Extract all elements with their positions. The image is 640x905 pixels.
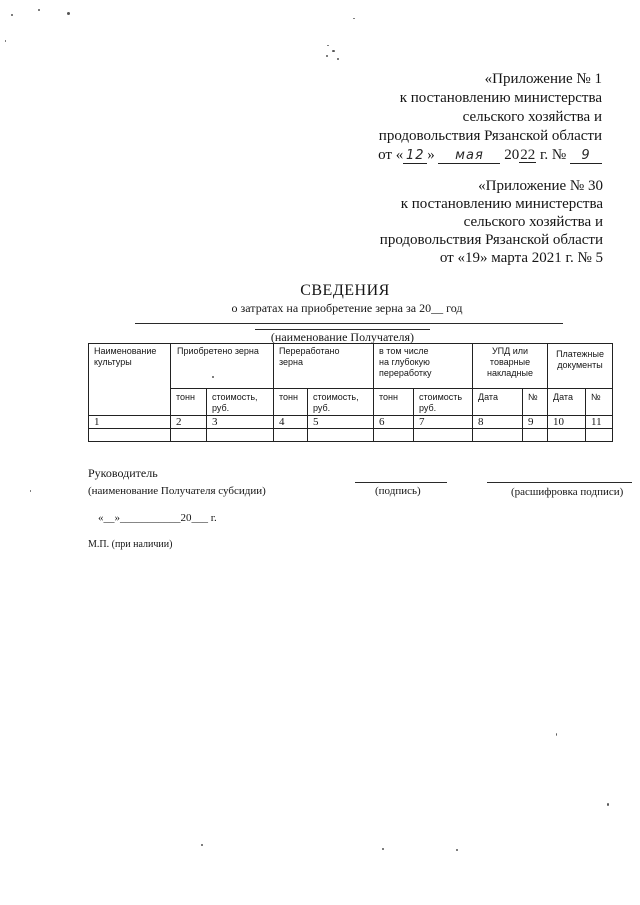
header-purchased: Приобретено зерна [171,344,274,389]
header-processed: Переработано зерна [274,344,374,389]
empty-cell [414,429,473,442]
column-number: 5 [308,416,374,429]
scan-speck [67,12,70,15]
column-number: 10 [548,416,586,429]
empty-cell [548,429,586,442]
handwritten-number: 9 [570,149,602,164]
document-subtitle: о затратах на приобретение зерна за 20__ год [231,301,463,315]
column-number: 6 [374,416,414,429]
scan-speck [327,45,329,46]
appendix-30-title: «Приложение № 30 [478,178,603,194]
head-label: Руководитель [88,466,158,480]
stamp-note: М.П. (при наличии) [88,539,173,550]
empty-cell [374,429,414,442]
column-number: 2 [171,416,207,429]
table-row [89,429,613,442]
recipient-subsidy-caption: (наименование Получателя субсидии) [88,485,266,497]
appendix-30-date-line: от «19» марта 2021 г. № 5 [439,250,603,266]
column-number: 1 [89,416,171,429]
scan-speck [30,490,31,492]
appendix-30-line: сельского хозяйства и [463,214,603,230]
column-number: 3 [207,416,274,429]
empty-cell [586,429,613,442]
scan-speck [456,849,458,851]
date-line: «__»___________20___ г. [98,512,217,524]
scan-speck [337,58,339,60]
scan-speck [382,848,384,850]
appendix-1-line: сельского хозяйства и [462,109,602,125]
subheader-cell: № [523,389,548,416]
header-upd: УПД или товарные накладные [473,344,548,389]
appendix-1-line: продовольствия Рязанской области [378,128,602,144]
column-number: 11 [586,416,613,429]
decoding-caption: (расшифровка подписи) [511,486,624,498]
number-prefix: г. № [539,147,567,163]
table-header-row [89,344,613,389]
header-payment-docs: Платежные документы [548,344,613,389]
handwritten-month: мая [438,149,500,164]
appendix-1-line: к постановлению министерства [399,90,602,106]
empty-cell [473,429,523,442]
subheader-cell: № [586,389,613,416]
costs-table [88,343,613,442]
handwritten-year: 22 [520,147,536,163]
scan-speck [5,40,6,42]
scan-speck [326,55,328,57]
scan-speck [556,733,557,736]
subheader-cell: тонн [374,389,414,416]
subheader-cell: тонн [171,389,207,416]
table-row [89,416,613,429]
scan-speck [201,844,203,846]
decoding-line [487,482,632,483]
appendix-30-header [380,177,603,267]
subheader-cell: Дата [548,389,586,416]
header-crop: Наименование культуры [89,344,171,416]
column-number: 9 [523,416,548,429]
recipient-fill-line [135,323,563,324]
appendix-30-line: к постановлению министерства [400,196,603,212]
scan-speck [332,50,335,52]
appendix-1-date-line [378,146,602,165]
column-number: 7 [414,416,473,429]
empty-cell [207,429,274,442]
empty-cell [523,429,548,442]
column-number: 4 [274,416,308,429]
signature-line [355,482,447,483]
empty-cell [171,429,207,442]
subheader-cell: стоимость, руб. [308,389,374,416]
empty-cell [274,429,308,442]
recipient-caption: (наименование Получателя) [255,329,430,344]
empty-cell [308,429,374,442]
subheader-cell: тонн [274,389,308,416]
appendix-1-header [378,70,602,165]
subheader-cell: Дата [473,389,523,416]
scan-speck [353,18,355,19]
column-number: 8 [473,416,523,429]
subheader-cell: стоимость, руб. [207,389,274,416]
appendix-1-title: «Приложение № 1 [484,71,602,87]
date-day-suffix: » [427,147,435,163]
empty-cell [89,429,171,442]
year-prefix: 20 [504,147,520,163]
signature-caption: (подпись) [375,485,421,497]
subheader-cell: стоимость руб. [414,389,473,416]
scan-speck [38,9,40,11]
header-deep-processing: в том числе на глубокую переработку [374,344,473,389]
appendix-30-line: продовольствия Рязанской области [379,232,603,248]
scan-speck [607,803,609,806]
handwritten-day: 12 [403,149,427,164]
date-prefix: от « [378,147,404,163]
scan-speck [11,14,13,16]
document-title: СВЕДЕНИЯ [300,282,390,299]
